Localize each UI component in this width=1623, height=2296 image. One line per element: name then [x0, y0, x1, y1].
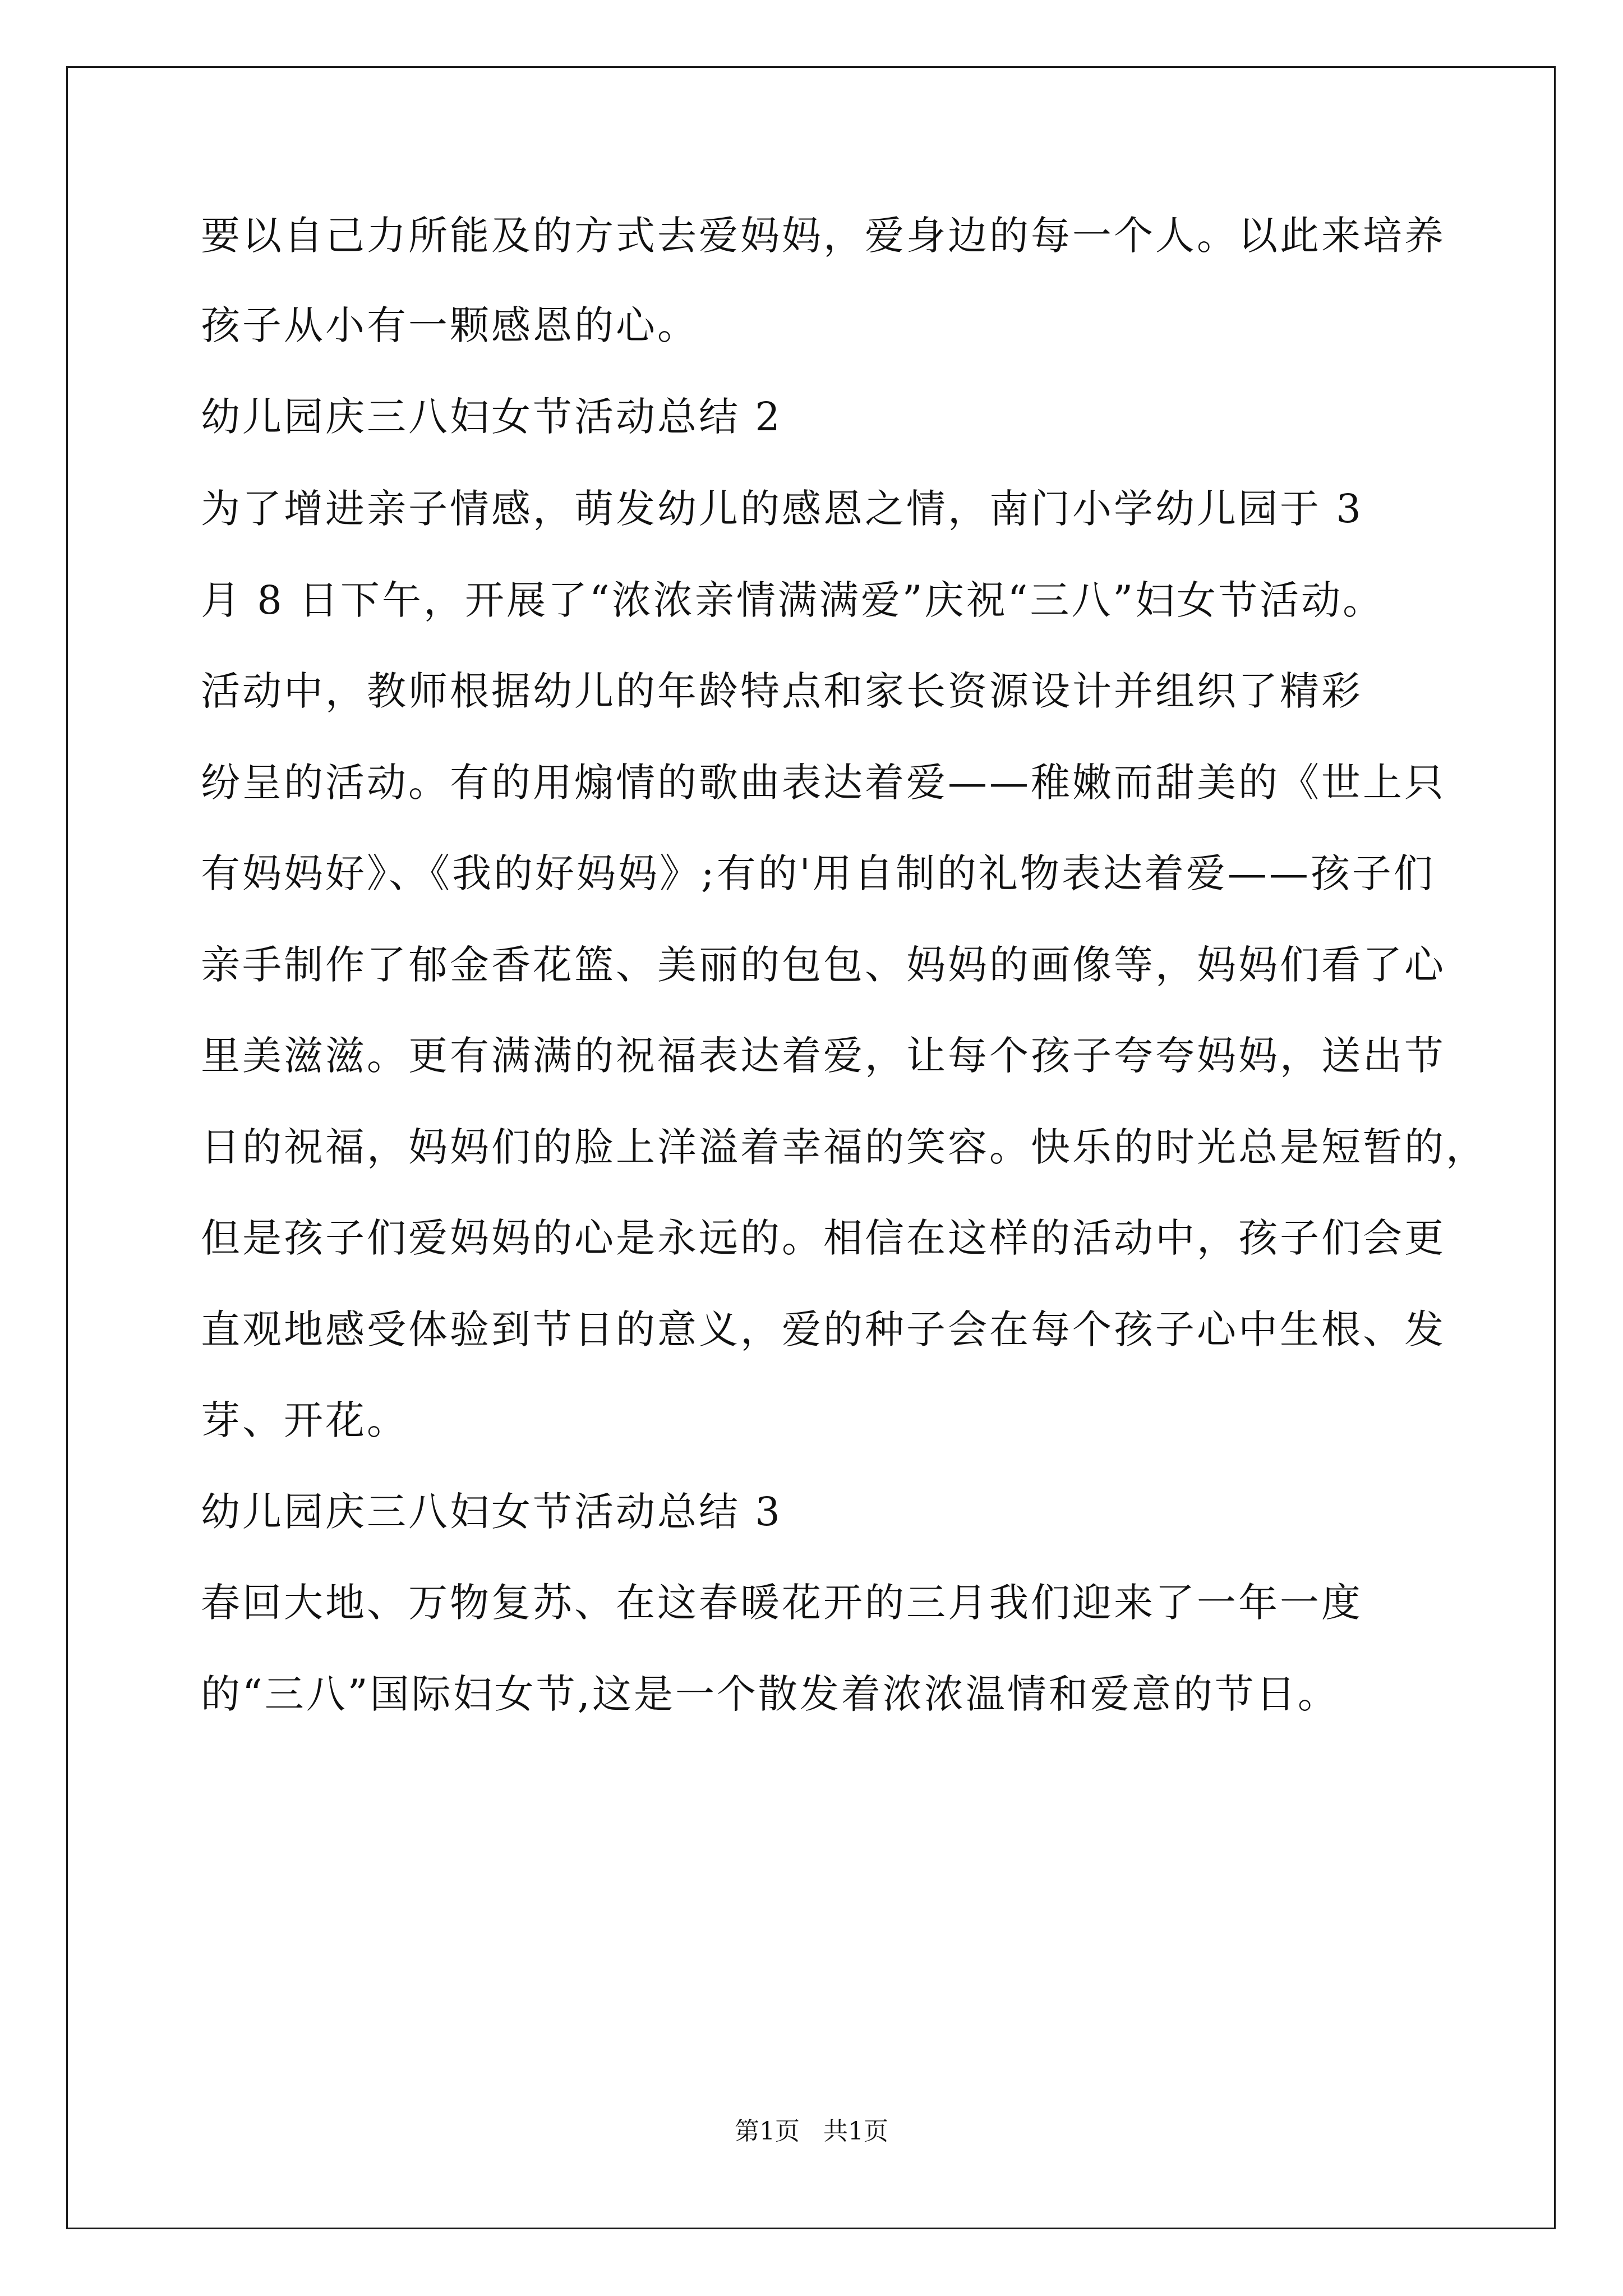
page-footer: 第1页 共1页: [735, 2117, 888, 2146]
text-line: 月 8 日下午，开展了“浓浓亲情满满爱”庆祝“三八”妇女节活动。: [201, 577, 1385, 623]
paragraph-first-line: 为了增进亲子情感，萌发幼儿的感恩之情，南门小学幼儿园于 3: [201, 486, 1363, 532]
text-line: 有妈妈好》、《我的好妈妈》;有的'用自制的礼物表达着爱——孩子们: [201, 850, 1435, 896]
text-line: 要以自己力所能及的方式去爱妈妈，爱身边的每一个人。以此来培养: [201, 213, 1446, 259]
text-line: 亲手制作了郁金香花篮、美丽的包包、妈妈的画像等，妈妈们看了心: [201, 942, 1446, 988]
paragraph-first-line: 活动中，教师根据幼儿的年龄特点和家长资源设计并组织了精彩: [201, 668, 1363, 714]
text-line: 孩子从小有一颗感恩的心。: [201, 302, 699, 348]
paragraph-first-line: 春回大地、万物复苏、在这春暖花开的三月我们迎来了一年一度: [201, 1580, 1363, 1626]
text-line: 但是孩子们爱妈妈的心是永远的。相信在这样的活动中，孩子们会更: [201, 1215, 1446, 1261]
text-line: 直观地感受体验到节日的意义，爱的种子会在每个孩子心中生根、发: [201, 1306, 1446, 1352]
text-line: 里美滋滋。更有满满的祝福表达着爱，让每个孩子夸夸妈妈，送出节: [201, 1033, 1446, 1079]
section-heading: 幼儿园庆三八妇女节活动总结 3: [201, 1489, 782, 1535]
text-line: 的“三八”国际妇女节,这是一个散发着浓浓温情和爱意的节日。: [201, 1671, 1339, 1717]
text-line: 纷呈的活动。有的用煽情的歌曲表达着爱——稚嫩而甜美的《世上只: [201, 760, 1446, 806]
text-line: 日的祝福，妈妈们的脸上洋溢着幸福的笑容。快乐的时光总是短暂的，: [201, 1124, 1487, 1170]
section-heading: 幼儿园庆三八妇女节活动总结 2: [201, 394, 782, 440]
text-line: 芽、开花。: [201, 1397, 408, 1443]
